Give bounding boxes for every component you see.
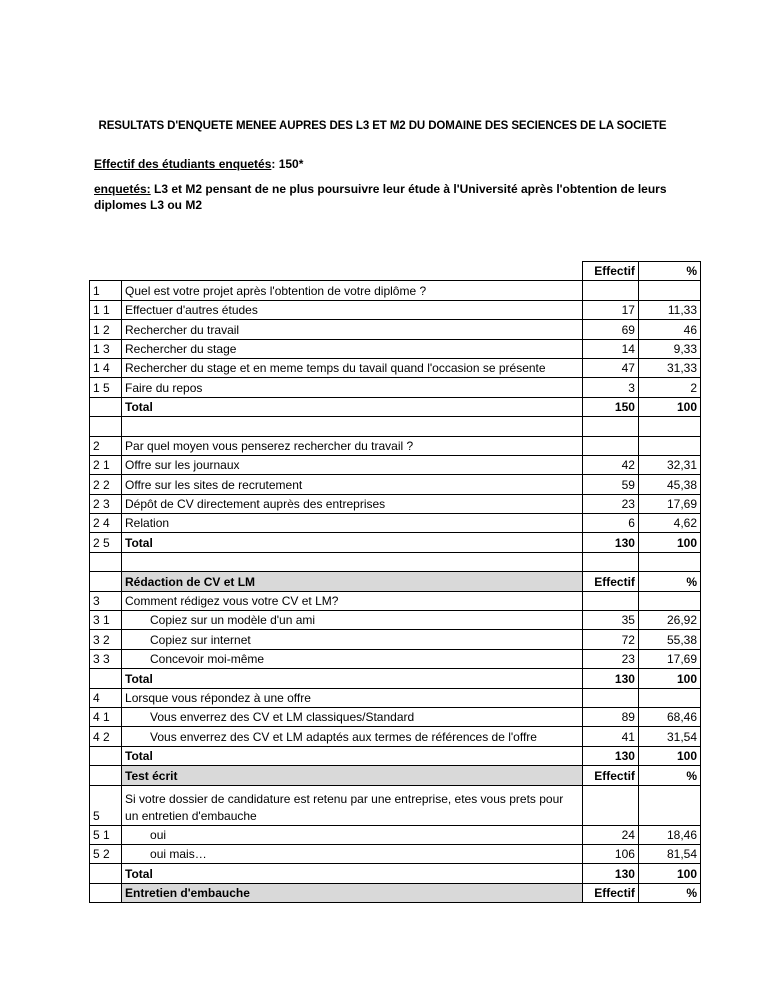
respondents-description — [94, 181, 694, 213]
total-row: Total 130 100 — [90, 746, 701, 765]
sample-size-line — [94, 157, 303, 171]
table-header-row — [90, 262, 701, 281]
survey-results-table — [89, 261, 701, 903]
respondents-text: L3 et M2 pensant de ne plus poursuivre leur étude à l'Université après l'obtention de leurs diplomes L3 ou M2 — [94, 182, 667, 212]
table-row: 1 4 Rechercher du stage et en meme temps du tavail quand l'occasion se présente 47 31,33 — [90, 358, 701, 377]
table-row: 1 5 Faire du repos 3 2 — [90, 378, 701, 397]
sample-size-value: : 150* — [271, 157, 304, 171]
header-effectif: Effectif — [582, 262, 638, 281]
table-row: 1 2 Rechercher du travail 69 46 — [90, 320, 701, 339]
table-row: 5 1 oui 24 18,46 — [90, 825, 701, 844]
spacer-row — [90, 417, 701, 436]
table-row: 1 3 Rechercher du stage 14 9,33 — [90, 339, 701, 358]
section-header-test-ecrit: Test écrit Effectif % — [90, 766, 701, 785]
question-row: 5 Si votre dossier de candidature est retenu par une entreprise, etes vous prets pour un entretien d'embauche — [90, 785, 701, 825]
table-row: 2 3 Dépôt de CV directement auprès des entreprises 23 17,69 — [90, 494, 701, 513]
table-row: 5 2 oui mais… 106 81,54 — [90, 844, 701, 863]
respondents-label: enquetés: — [94, 182, 151, 196]
table-row: 2 1 Offre sur les journaux 42 32,31 — [90, 455, 701, 474]
table-row: 4 2 Vous enverrez des CV et LM adaptés aux termes de références de l'offre 41 31,54 — [90, 727, 701, 746]
question-row: 2 Par quel moyen vous penserez rechercher du travail ? — [90, 436, 701, 455]
table-row: 3 3 Concevoir moi-même 23 17,69 — [90, 649, 701, 668]
header-percent: % — [638, 262, 700, 281]
total-row: Total 150 100 — [90, 397, 701, 416]
document-title: RESULTATS D'ENQUETE MENEE AUPRES DES L3 ET M2 DU DOMAINE DES SECIENCES DE LA SOCIETE — [98, 120, 667, 132]
table-row: 2 4 Relation 6 4,62 — [90, 514, 701, 533]
section-header-redaction: Rédaction de CV et LM Effectif % — [90, 572, 701, 591]
sample-size-label: Effectif des étudiants enquetés — [94, 157, 272, 171]
table-row: 1 1 Effectuer d'autres études 17 11,33 — [90, 300, 701, 319]
table-row: 4 1 Vous enverrez des CV et LM classiques/Standard 89 68,46 — [90, 707, 701, 726]
total-row: Total 130 100 — [90, 864, 701, 883]
table-row: 2 2 Offre sur les sites de recrutement 59 45,38 — [90, 475, 701, 494]
table-row: 3 2 Copiez sur internet 72 55,38 — [90, 630, 701, 649]
section-header-entretien: Entretien d'embauche Effectif % — [90, 883, 701, 902]
question-row: 4 Lorsque vous répondez à une offre — [90, 688, 701, 707]
table-row: 3 1 Copiez sur un modèle d'un ami 35 26,92 — [90, 611, 701, 630]
total-row: Total 130 100 — [90, 669, 701, 688]
question-row: 3 Comment rédigez vous votre CV et LM? — [90, 591, 701, 610]
spacer-row — [90, 552, 701, 571]
total-row: 2 5 Total 130 100 — [90, 533, 701, 552]
question-row: 1 Quel est votre projet après l'obtention de votre diplôme ? — [90, 281, 701, 300]
